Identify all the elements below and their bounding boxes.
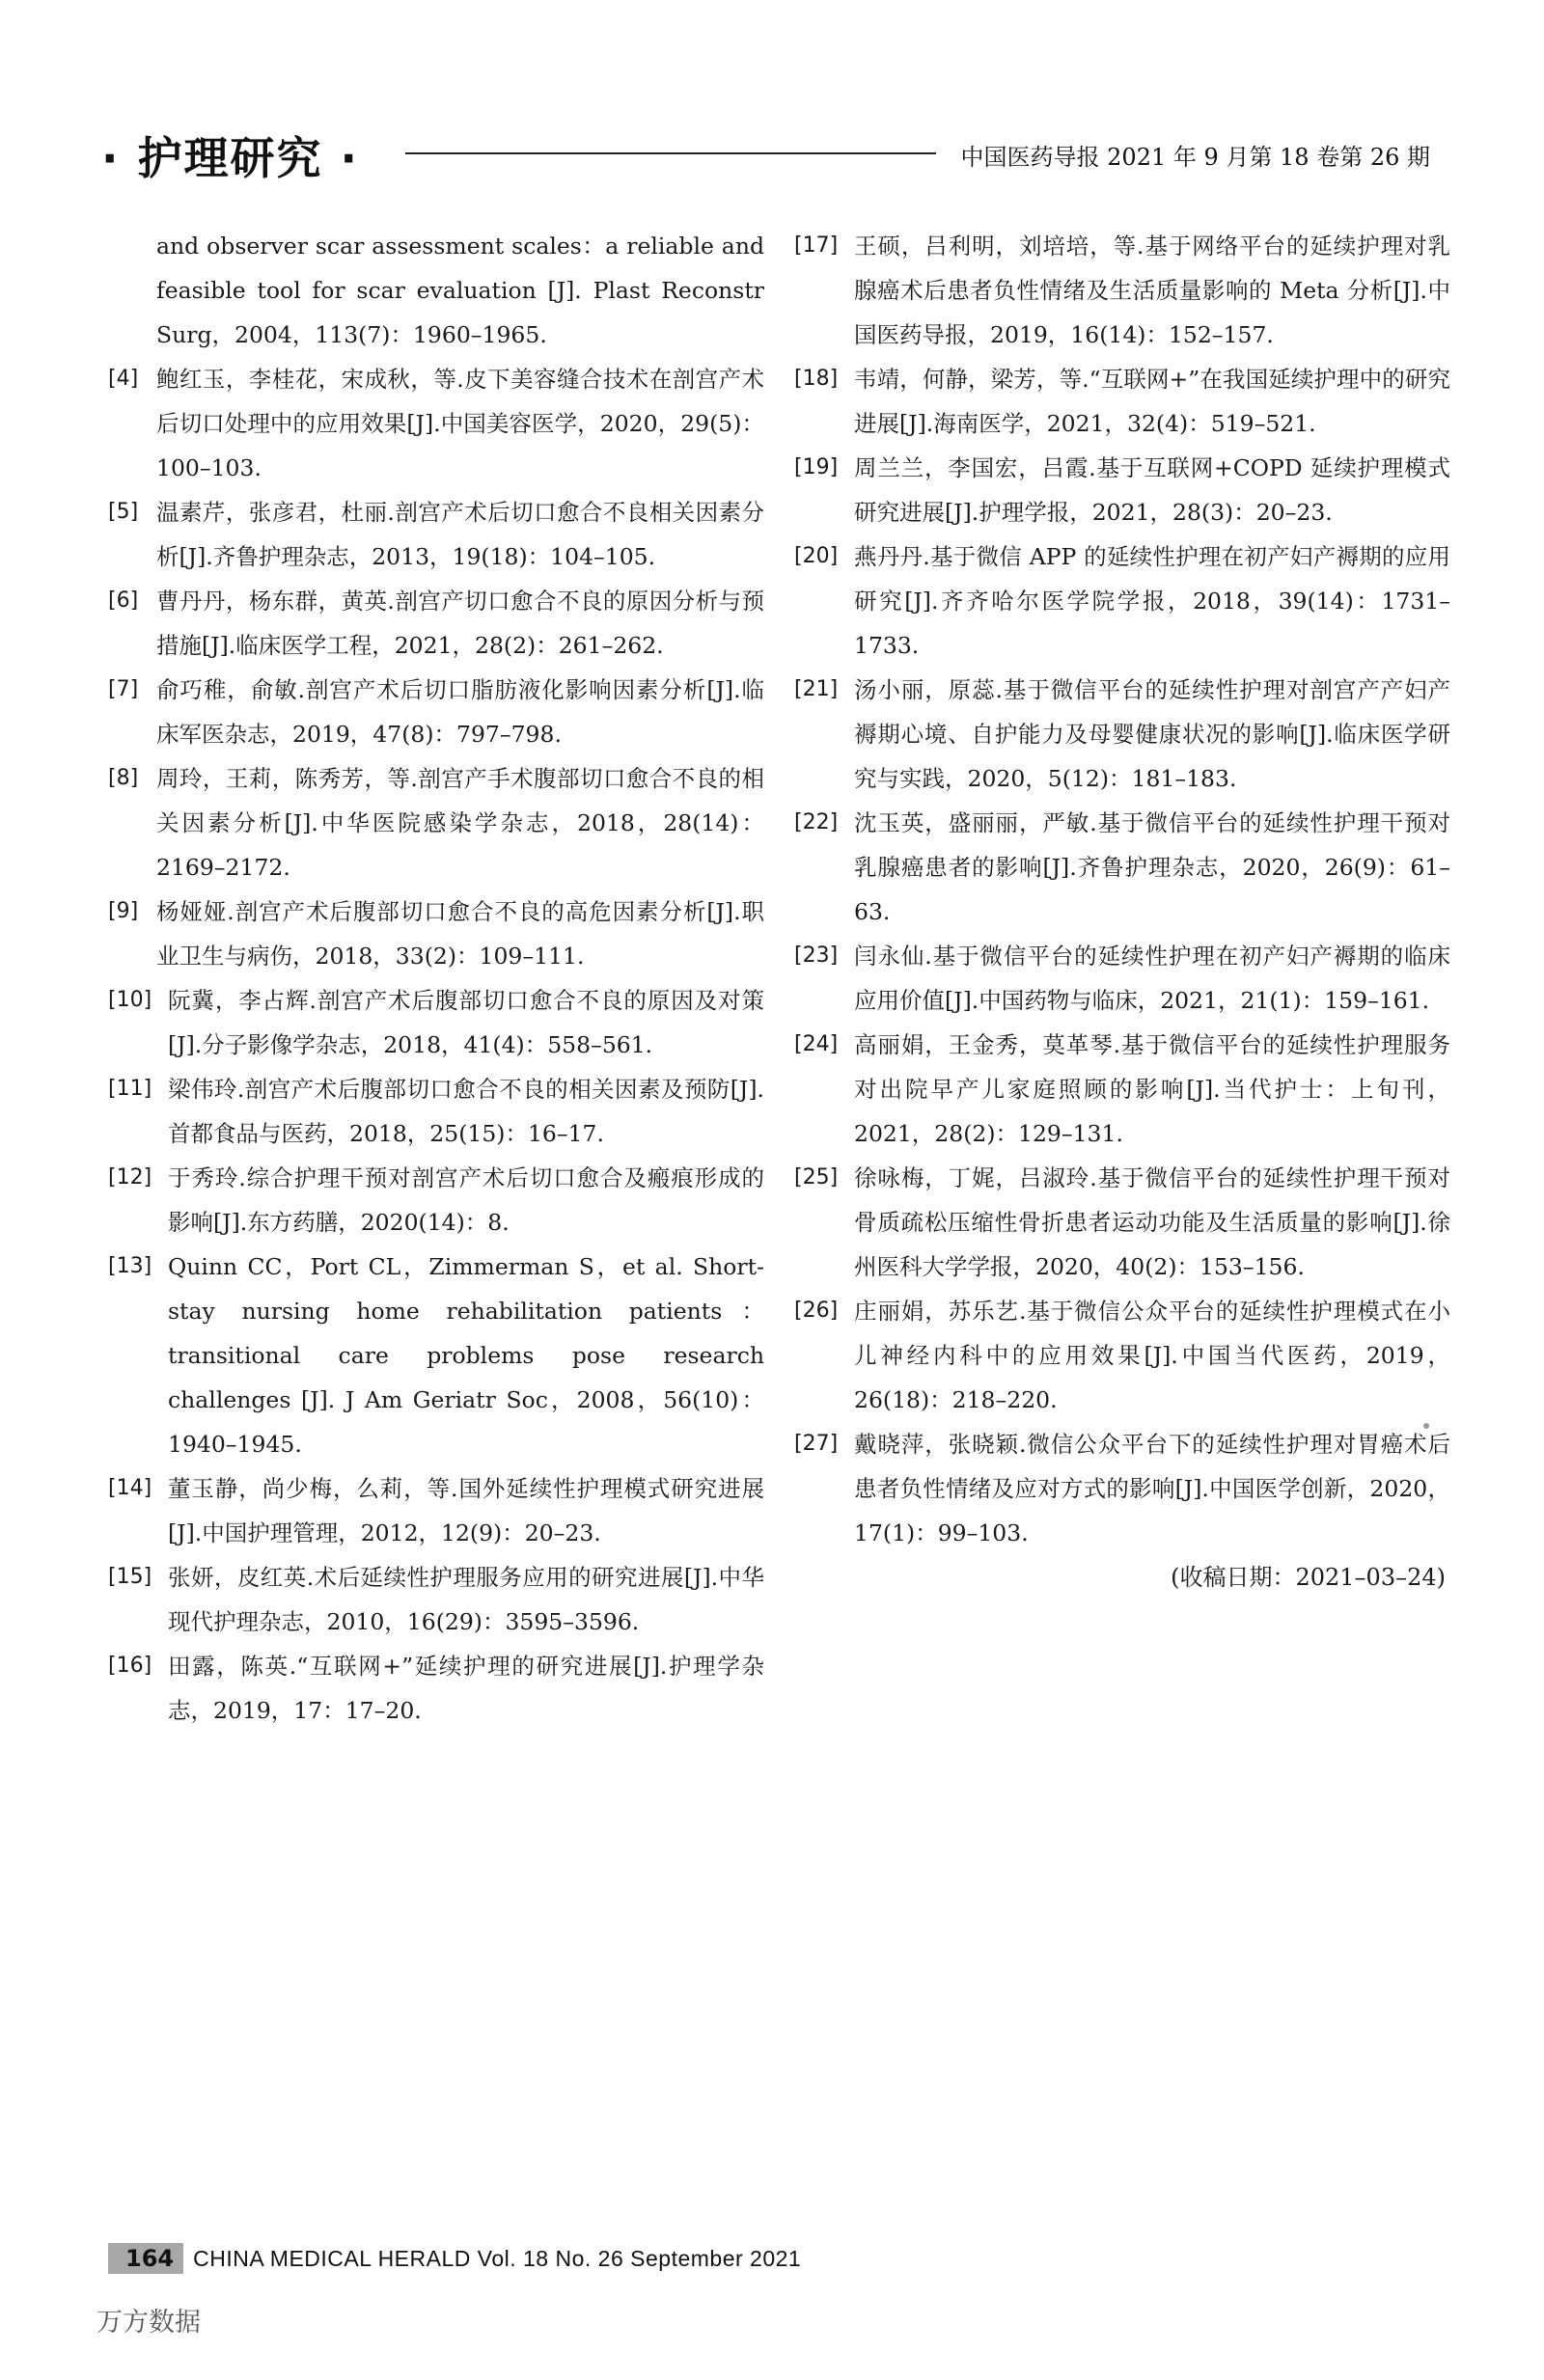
- reference-number: [5]: [108, 500, 139, 524]
- reference-item: [108, 357, 764, 490]
- scan-speck: [1423, 1423, 1429, 1429]
- reference-number: [10]: [108, 988, 152, 1012]
- reference-text: 高丽娟，王金秀，莫革琴.基于微信平台的延续性护理服务对出院早产儿家庭照顾的影响[J].当代护士：上旬刊，2021，28(2)：129–131.: [854, 1031, 1450, 1147]
- reference-item: [108, 490, 764, 579]
- reference-number: [23]: [794, 944, 839, 968]
- reference-item: [108, 1245, 764, 1466]
- reference-item: [108, 224, 764, 357]
- reference-item: [108, 1156, 764, 1245]
- reference-item: [794, 1289, 1450, 1422]
- reference-column-right: [794, 224, 1450, 1600]
- reference-item: [794, 534, 1450, 668]
- reference-number: [18]: [794, 367, 839, 391]
- reference-text: 韦靖，何静，梁芳，等.“互联网+”在我国延续护理中的研究进展[J].海南医学，2021，32(4)：519–521.: [854, 366, 1450, 437]
- reference-text: Quinn CC，Port CL，Zimmerman S，et al. Short-stay nursing home rehabilitation patients：transitional care problems pose research challenges [J]. J Am Geriatr Soc，2008，56(10)：1940–1945.: [168, 1253, 764, 1458]
- reference-text: 闫永仙.基于微信平台的延续性护理在初产妇产褥期的临床应用价值[J].中国药物与临床，2021，21(1)：159–161.: [854, 943, 1450, 1014]
- reference-text: 杨娅娅.剖宫产术后腹部切口愈合不良的高危因素分析[J].职业卫生与病伤，2018，33(2)：109–111.: [156, 898, 764, 970]
- reference-number: [4]: [108, 367, 139, 391]
- reference-number: [7]: [108, 677, 139, 701]
- reference-item: [108, 1555, 764, 1644]
- reference-text: 沈玉英，盛丽丽，严敏.基于微信平台的延续性护理干预对乳腺癌患者的影响[J].齐鲁护理杂志，2020，26(9)：61–63.: [854, 809, 1450, 925]
- reference-number: [12]: [108, 1165, 152, 1190]
- reference-text: 田露，陈英.“互联网+”延续护理的研究进展[J].护理学杂志，2019，17：17–20.: [168, 1653, 764, 1724]
- reference-number: [8]: [108, 766, 139, 790]
- reference-text: 王硕，吕利明，刘培培，等.基于网络平台的延续护理对乳腺癌术后患者负性情绪及生活质量影响的 Meta 分析[J].中国医药导报，2019，16(14)：152–157.: [854, 233, 1450, 348]
- watermark: 万方数据: [96, 2308, 201, 2338]
- reference-item: [108, 1067, 764, 1156]
- reference-text: 戴晓萍，张晓颖.微信公众平台下的延续性护理对胃癌术后患者负性情绪及应对方式的影响[J].中国医学创新，2020，17(1)：99–103.: [854, 1431, 1450, 1546]
- reference-item: [108, 978, 764, 1067]
- reference-item: [108, 668, 764, 756]
- reference-text: 徐咏梅，丁娓，吕淑玲.基于微信平台的延续性护理干预对骨质疏松压缩性骨折患者运动功能及生活质量的影响[J].徐州医科大学学报，2020，40(2)：153–156.: [854, 1164, 1450, 1280]
- reference-number: [26]: [794, 1299, 839, 1323]
- footer-journal: CHINA MEDICAL HERALD Vol. 18 No. 26 September 2021: [193, 2245, 802, 2271]
- reference-item: [108, 756, 764, 889]
- reference-number: [14]: [108, 1476, 152, 1500]
- reference-item: [794, 934, 1450, 1023]
- received-date: (收稿日期：2021–03–24): [1171, 1564, 1446, 1591]
- reference-text: 张妍，皮红英.术后延续性护理服务应用的研究进展[J].中华现代护理杂志，2010，16(29)：3595–3596.: [168, 1564, 764, 1635]
- section-title: · 护理研究 ·: [101, 132, 359, 184]
- reference-number: [16]: [108, 1654, 152, 1678]
- reference-number: [17]: [794, 233, 839, 258]
- reference-item: [794, 224, 1450, 357]
- reference-text: 于秀玲.综合护理干预对剖宫产术后切口愈合及瘢痕形成的影响[J].东方药膳，2020(14)：8.: [168, 1164, 764, 1236]
- reference-number: [19]: [794, 455, 839, 479]
- reference-number: [22]: [794, 810, 839, 834]
- reference-item: [794, 668, 1450, 801]
- reference-number: [21]: [794, 677, 839, 701]
- reference-number: [27]: [794, 1432, 839, 1456]
- page-number: 164: [108, 2243, 183, 2274]
- reference-text: and observer scar assessment scales：a reliable and feasible tool for scar evaluation [J]. Plast Reconstr Surg，2004，113(7)：1960–1965.: [156, 233, 764, 348]
- reference-text: 燕丹丹.基于微信 APP 的延续性护理在初产妇产褥期的应用研究[J].齐齐哈尔医学院学报，2018，39(14)：1731–1733.: [854, 543, 1450, 659]
- reference-text: 董玉静，尚少梅，么莉，等.国外延续性护理模式研究进展[J].中国护理管理，2012，12(9)：20–23.: [168, 1475, 764, 1546]
- reference-number: [25]: [794, 1165, 839, 1190]
- reference-item: [108, 1466, 764, 1555]
- page-header: [0, 0, 1544, 222]
- reference-number: [9]: [108, 899, 139, 923]
- reference-text: 梁伟玲.剖宫产术后腹部切口愈合不良的相关因素及预防[J].首都食品与医药，2018，25(15)：16–17.: [168, 1076, 764, 1147]
- header-rule: [405, 152, 936, 154]
- reference-text: 曹丹丹，杨东群，黄英.剖宫产切口愈合不良的原因分析与预措施[J].临床医学工程，2021，28(2)：261–262.: [156, 588, 764, 659]
- reference-number: [24]: [794, 1032, 839, 1056]
- reference-item: [794, 1156, 1450, 1289]
- reference-text: 周兰兰，李国宏，吕霞.基于互联网+COPD 延续护理模式研究进展[J].护理学报，2021，28(3)：20–23.: [854, 454, 1450, 526]
- reference-item: [794, 1422, 1450, 1555]
- reference-text: 温素芹，张彦君，杜丽.剖宫产术后切口愈合不良相关因素分析[J].齐鲁护理杂志，2013，19(18)：104–105.: [156, 499, 764, 570]
- reference-text: 庄丽娟，苏乐艺.基于微信公众平台的延续性护理模式在小儿神经内科中的应用效果[J].中国当代医药，2019，26(18)：218–220.: [854, 1298, 1450, 1413]
- reference-item: [794, 1023, 1450, 1156]
- reference-text: 俞巧稚，俞敏.剖宫产术后切口脂肪液化影响因素分析[J].临床军医杂志，2019，47(8)：797–798.: [156, 676, 764, 748]
- reference-item: [794, 446, 1450, 534]
- reference-item: [108, 579, 764, 668]
- reference-text: 汤小丽，原蕊.基于微信平台的延续性护理对剖宫产产妇产褥期心境、自护能力及母婴健康状况的影响[J].临床医学研究与实践，2020，5(12)：181–183.: [854, 676, 1450, 792]
- journal-issue-line: 中国医药导报 2021 年 9 月第 18 卷第 26 期: [960, 144, 1430, 171]
- reference-item: [108, 889, 764, 978]
- reference-item: [794, 801, 1450, 934]
- reference-number: [6]: [108, 588, 139, 613]
- reference-text: 阮冀，李占辉.剖宫产术后腹部切口愈合不良的原因及对策[J].分子影像学杂志，2018，41(4)：558–561.: [168, 987, 764, 1058]
- reference-number: [13]: [108, 1254, 152, 1278]
- reference-column-left: [108, 224, 764, 1733]
- reference-item: [108, 1644, 764, 1733]
- reference-number: [15]: [108, 1565, 152, 1589]
- reference-number: [11]: [108, 1077, 152, 1101]
- reference-text: 周玲，王莉，陈秀芳，等.剖宫产手术腹部切口愈合不良的相关因素分析[J].中华医院感染学杂志，2018，28(14)：2169–2172.: [156, 765, 764, 881]
- page-footer: [108, 2241, 801, 2276]
- reference-item: [794, 357, 1450, 446]
- reference-number: [20]: [794, 544, 839, 568]
- reference-text: 鲍红玉，李桂花，宋成秋，等.皮下美容缝合技术在剖宫产术后切口处理中的应用效果[J].中国美容医学，2020，29(5)：100–103.: [156, 366, 764, 481]
